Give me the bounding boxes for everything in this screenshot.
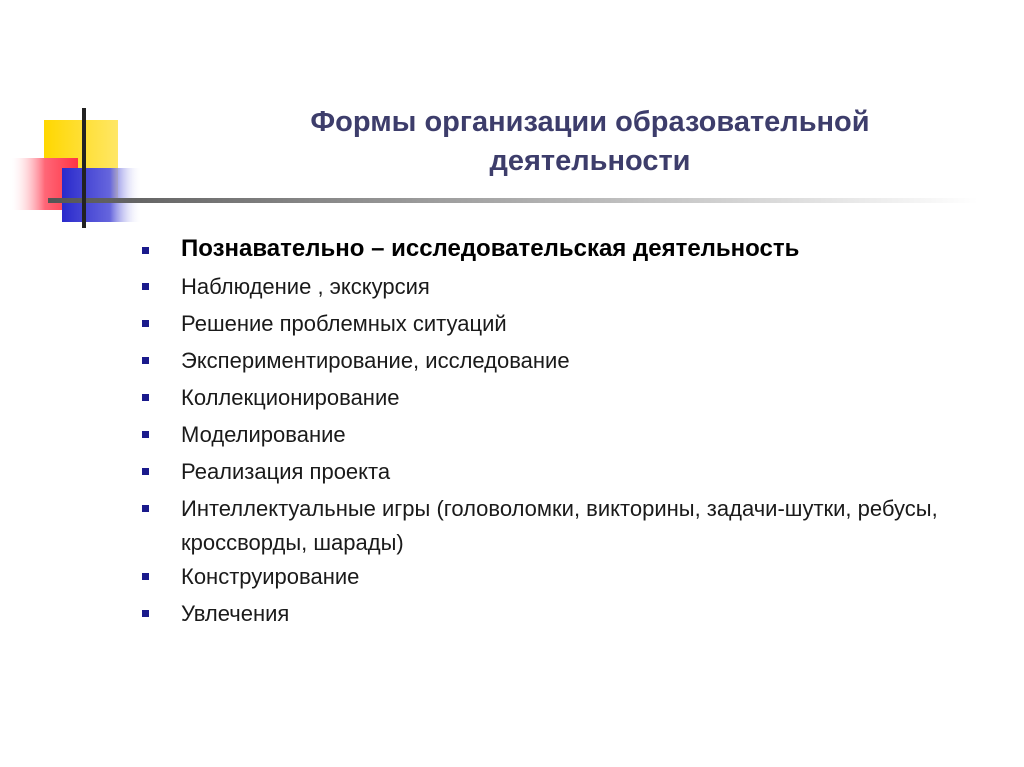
bullet-square-icon [142,505,149,512]
blue-square [62,168,142,222]
horizontal-rule [48,198,978,203]
bullet-square-icon [142,573,149,580]
list-item-text: Увлечения [181,601,290,626]
list-item-text: Интеллектуальные игры (головоломки, викторины, задачи-шутки, ребусы, кроссворды, шарады) [181,496,938,555]
bullet-square-icon [142,394,149,401]
list-item-text: Моделирование [181,422,346,447]
bullet-square-icon [142,610,149,617]
bullet-square-icon [142,357,149,364]
slide-title [160,103,1020,181]
list-item-text: Решение проблемных ситуаций [181,311,507,336]
bullet-square-icon [142,468,149,475]
title-line-2: деятельности [489,145,691,177]
list-item-text: Познавательно – исследовательская деятельность [181,235,800,262]
list-item-text: Конструирование [181,564,360,589]
list-item-text: Наблюдение , экскурсия [181,274,430,299]
bullet-square-icon [142,320,149,327]
list-item-text: Экспериментирование, исследование [181,348,570,373]
list-item-text: Коллекционирование [181,385,400,410]
bullet-square-icon [142,247,149,254]
list-item-text: Реализация проекта [181,459,391,484]
bullet-square-icon [142,283,149,290]
title-line-1: Формы организации образовательной [310,106,870,138]
bullet-square-icon [142,431,149,438]
vertical-rule [82,108,86,228]
